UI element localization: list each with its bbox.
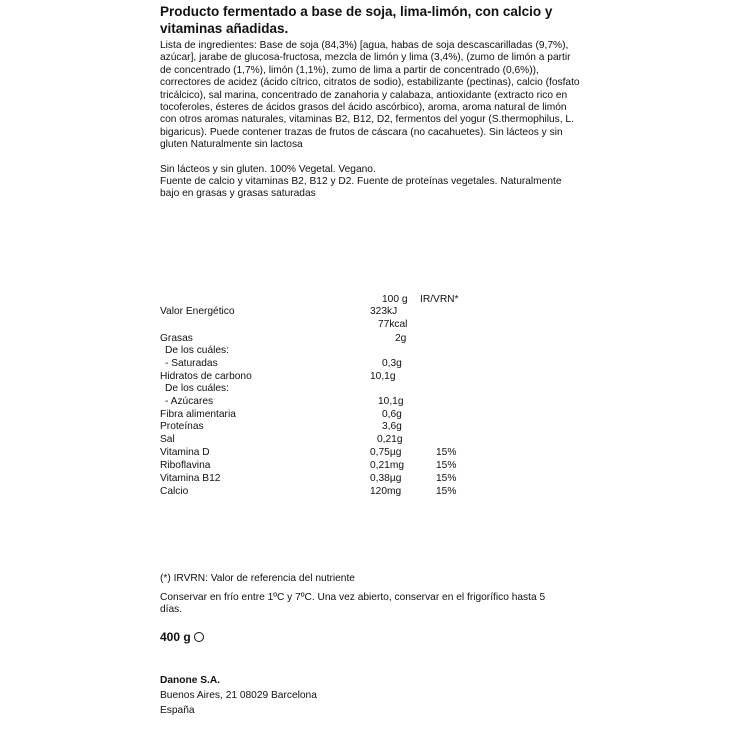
nutrient-vrn: 15% bbox=[436, 473, 457, 484]
company-info bbox=[160, 673, 317, 718]
nutrient-label: Grasas bbox=[160, 333, 193, 344]
nutrient-value: 10,1g bbox=[378, 396, 404, 407]
nutrient-value: 77kcal bbox=[378, 319, 408, 330]
company-address: Buenos Aires, 21 08029 Barcelona bbox=[160, 690, 317, 701]
nutrient-label: De los cuáles: bbox=[165, 345, 229, 356]
nutrient-value: 0,21mg bbox=[370, 460, 404, 471]
nutrient-value: 10,1g bbox=[370, 371, 396, 382]
estimated-sign-icon bbox=[194, 632, 204, 642]
nutrient-vrn: 15% bbox=[436, 460, 457, 471]
nutrient-label: Vitamina D bbox=[160, 447, 210, 458]
nutrient-value: 0,38µg bbox=[370, 473, 402, 484]
nutrient-label: Calcio bbox=[160, 486, 189, 497]
nutrient-value: 323kJ bbox=[370, 306, 398, 317]
product-label-page bbox=[160, 0, 580, 716]
nutrient-label: - Azúcares bbox=[165, 396, 214, 407]
storage-instructions: Conservar en frío entre 1ºC y 7ºC. Una vez abierto, conservar en el frigorífico hasta 5 días. bbox=[160, 592, 546, 616]
nutrient-label: Proteínas bbox=[160, 421, 204, 432]
product-claims bbox=[160, 164, 580, 201]
header-per-100g: 100 g bbox=[382, 294, 408, 305]
nutrient-label: Sal bbox=[160, 434, 175, 445]
nutrient-vrn: 15% bbox=[436, 486, 457, 497]
net-weight bbox=[160, 630, 204, 644]
claim-nutrition: Fuente de calcio y vitaminas B2, B12 y D2. Fuente de proteínas vegetales. Naturalmente bajo en grasas y grasas saturadas bbox=[160, 176, 562, 200]
nutrient-value: 0,6g bbox=[382, 409, 402, 420]
nutrient-label: Valor Energético bbox=[160, 306, 235, 317]
nutrient-label: Hidratos de carbono bbox=[160, 371, 252, 382]
nutrient-value: 120mg bbox=[370, 486, 402, 497]
nutrient-label: Riboflavina bbox=[160, 460, 211, 471]
product-title: Producto fermentado a base de soja, lima-limón, con calcio y vitaminas añadidas. bbox=[160, 4, 553, 36]
net-weight-value: 400 g bbox=[160, 630, 191, 644]
nutrient-value: 3,6g bbox=[382, 421, 402, 432]
nutrient-value: 0,3g bbox=[382, 358, 402, 369]
header-vrn: IR/VRN* bbox=[420, 294, 459, 305]
company-country: España bbox=[160, 705, 195, 716]
nutrient-label: Fibra alimentaria bbox=[160, 409, 236, 420]
claim-dairy-gluten-free: Sin lácteos y sin gluten. 100% Vegetal. Vegano. bbox=[160, 163, 376, 175]
nutrient-label: - Saturadas bbox=[165, 358, 218, 369]
ingredients-list: Lista de ingredientes: Base de soja (84,3%) [agua, habas de soja descascarilladas (9,7%), azúcar], jarabe de glucosa-fructosa, mezcla de limón y lima (3,4%), (zumo de limón a partir de concentrado (1,7%), limón (1,1%), zumo de lima a partir de concentrado (0,6%)), correctores de acidez (ácido cítrico, citratos de sodio), estabilizante (pectinas), calcio (fosfato tricálcico), sal marina, concentrado de zanahoria y calabaza, antioxidante (extracto rico en tocoferoles, ésteres de ácidos grasos del ácido ascórbico), aroma, aroma natural de limón con otros aromas naturales, vitaminas B2, B12, D2, fermentos del yogur (S.thermophilus, L. bigaricus). Puede contener trazas de frutos de cáscara (no cacahuetes). Sin lácteos y sin gluten Naturalmente sin lactosa bbox=[160, 40, 580, 151]
nutrient-value: 2g bbox=[395, 333, 407, 344]
nutrient-vrn: 15% bbox=[436, 447, 457, 458]
company-name: Danone S.A. bbox=[160, 675, 221, 686]
vrn-footnote: (*) IRVRN: Valor de referencia del nutriente bbox=[160, 573, 355, 584]
nutrient-value: 0,75µg bbox=[370, 447, 402, 458]
nutrient-label: Vitamina B12 bbox=[160, 473, 221, 484]
nutrient-label: De los cuáles: bbox=[165, 383, 229, 394]
nutrient-value: 0,21g bbox=[377, 434, 403, 445]
